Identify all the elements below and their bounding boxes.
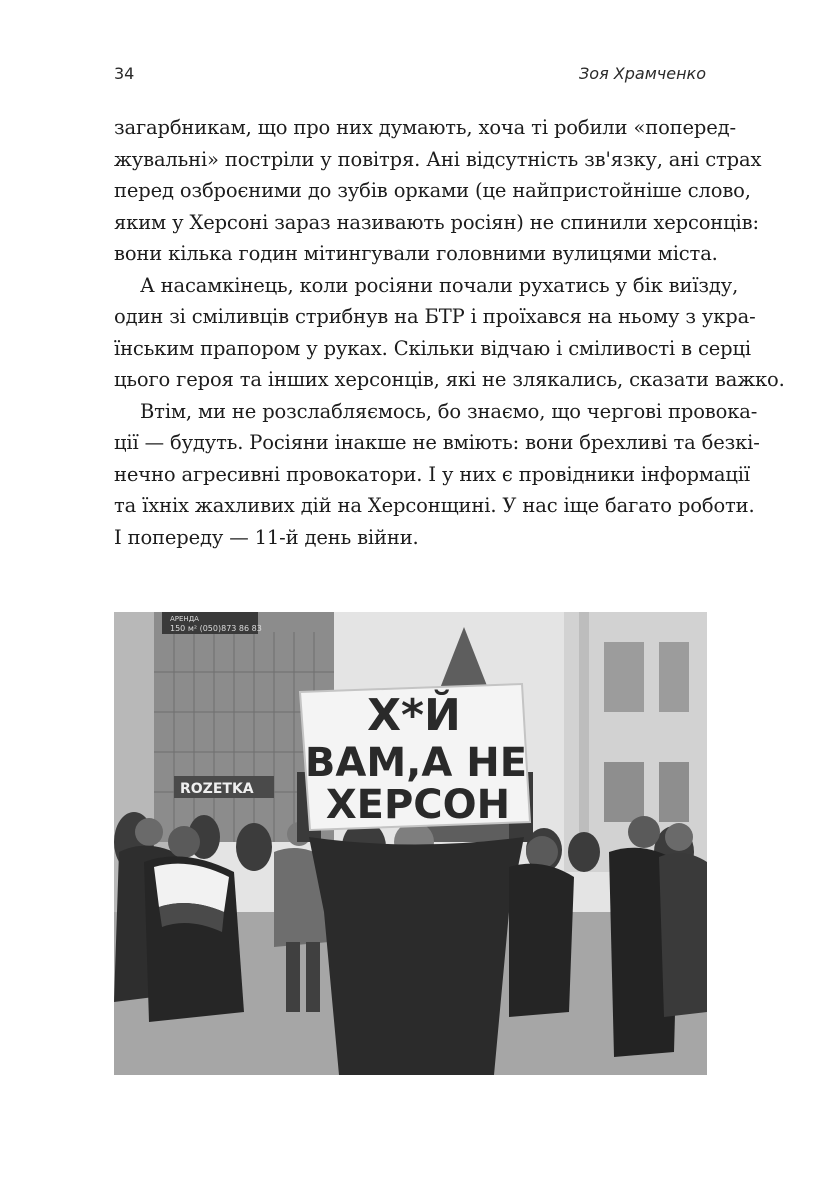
running-head-author: Зоя Храмченко <box>579 64 706 83</box>
page-number: 34 <box>114 64 135 83</box>
body-line: ції — будуть. Росіяни інакше не вміють: вони брехливі та безкі- <box>114 431 760 454</box>
protester-head <box>135 818 163 846</box>
building-window <box>604 762 644 822</box>
billboard-text-1: АРЕНДА <box>170 615 199 623</box>
protest-photo <box>114 612 707 1075</box>
building-window <box>659 642 689 712</box>
body-line: нечно агресивні провокатори. І у них є провідники інформації <box>114 462 750 486</box>
sign-text-line-3: ХЕРСОН <box>325 782 511 828</box>
protester-body <box>659 853 707 1017</box>
building-window <box>659 762 689 822</box>
protester-head <box>665 823 693 851</box>
paragraph-start-line: Втім, ми не розслабляємось, бо знаємо, що чергові провока- <box>140 399 758 423</box>
paragraph-start-line: А насамкінець, коли росіяни почали рухатись у бік виїзду, <box>140 273 739 297</box>
body-line: та їхніх жахливих дій на Херсонщині. У нас іще багато роботи. <box>114 494 755 517</box>
building-window <box>604 642 644 712</box>
body-line: один зі сміливців стрибнув на БТР і проїхався на ньому з укра- <box>114 305 756 328</box>
body-line: їнським прапором у руках. Скільки відчаю і сміливості в серці <box>114 336 751 360</box>
page-header <box>114 64 706 94</box>
store-sign-text: ROZETKA <box>180 781 254 797</box>
body-line: загарбникам, що про них думають, хоча ті робили «поперед- <box>114 116 736 139</box>
body-line: жувальні» постріли у повітря. Ані відсутність зв'язку, ані страх <box>114 147 762 171</box>
protest-photo-illustration <box>114 612 707 1075</box>
body-line: цього героя та інших херсонців, які не злякались, сказати важко. <box>114 368 785 391</box>
body-line: І попереду — 11-й день війни. <box>114 525 419 549</box>
body-line: яким у Херсоні зараз називають росіян) не спинили херсонців: <box>114 210 759 234</box>
sign-text-line-2: ВАМ,А НЕ <box>304 740 528 786</box>
body-line: перед озброєними до зубів орками (це найпристойніше слово, <box>114 179 751 202</box>
body-line: вони кілька годин мітингували головними вулицями міста. <box>114 242 718 265</box>
sign-text-line-1: Х*Й <box>367 690 461 741</box>
central-protester-jacket <box>309 837 524 1075</box>
protester-body <box>509 864 574 1017</box>
body-text <box>114 112 785 553</box>
protester-head <box>628 816 660 848</box>
protester-head <box>526 836 558 868</box>
billboard-text-2: 150 м² (050)873 86 83 <box>170 624 262 633</box>
protester-head <box>168 826 200 858</box>
